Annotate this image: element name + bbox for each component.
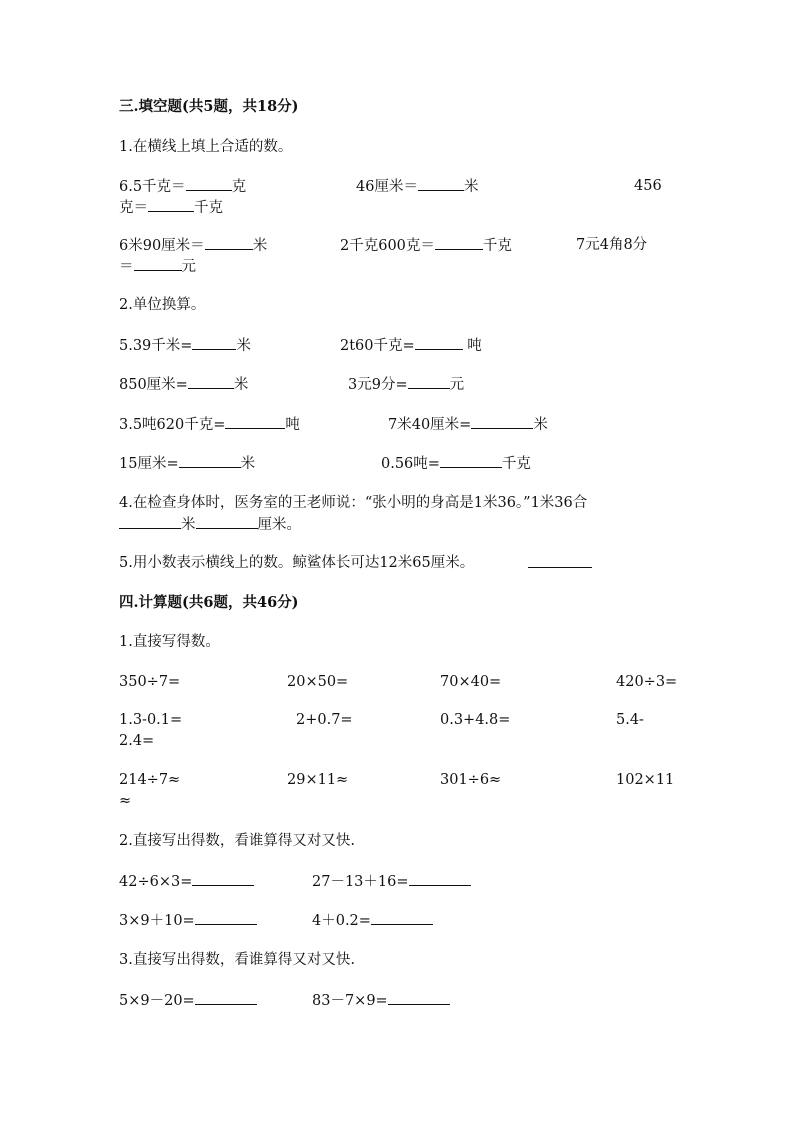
- answer-blank[interactable]: [186, 176, 232, 191]
- section-4-title: 四.计算题(共6题，共46分): [119, 594, 299, 611]
- s3-q5-text: 5.用小数表示横线上的数。鲸鲨体长可达12米65厘米。: [119, 555, 475, 571]
- calc-expression: 5×9－20=: [119, 993, 195, 1009]
- s3-q3-b: [388, 414, 548, 435]
- answer-blank[interactable]: [418, 176, 464, 191]
- calc-item: 2+0.7=: [296, 712, 353, 728]
- s3-q4-unit-m: 米: [181, 517, 196, 533]
- s3-q1-r2c: 7元4角8分: [576, 237, 648, 253]
- s4-q2-label: 2.直接写出得数，看谁算得又对又快.: [119, 833, 355, 849]
- s3-q3-b-unit: 米: [533, 417, 548, 433]
- s3-q1-r2c-unit: 元: [181, 259, 196, 275]
- calc-item: 70×40=: [440, 674, 502, 690]
- calc-item: 102×11: [616, 772, 675, 788]
- s3-q1-r2b-prefix: 2千克600克＝: [340, 238, 435, 254]
- calc-expression: 3×9＋10=: [119, 913, 195, 929]
- s3-q1-r1a: [119, 176, 246, 197]
- calc-item: 420÷3=: [616, 674, 678, 690]
- s3-q2-a-prefix: 5.39千米=: [119, 338, 193, 354]
- calc-expression: 4＋0.2=: [312, 913, 371, 929]
- calc-item: 0.3+4.8=: [440, 712, 511, 728]
- s3-q2-c: [119, 374, 248, 395]
- s3-q1-r1b-prefix: 46厘米＝: [356, 179, 418, 195]
- s3-q3-a-prefix: 3.5吨620千克=: [119, 417, 226, 433]
- s3-q4-cont: [119, 514, 301, 535]
- answer-blank[interactable]: [225, 414, 285, 429]
- s3-q3-c-unit: 米: [240, 456, 256, 472]
- s3-q2-c-prefix: 850厘米=: [119, 377, 188, 393]
- s3-q1-r1c: 456: [634, 178, 662, 194]
- s3-q1-r2c-prefix: ＝: [119, 259, 134, 275]
- s3-q3-d-unit: 千克: [501, 456, 531, 472]
- calc-expression: 27－13＋16=: [312, 874, 409, 890]
- calc-item-cont: ≈: [119, 793, 132, 809]
- calc-item: 214÷7≈: [119, 772, 181, 788]
- s4-q2-c: [119, 910, 257, 931]
- s4-q2-a: [119, 871, 254, 892]
- calc-item: 29×11≈: [287, 772, 349, 788]
- s3-q5-answer: [528, 553, 592, 574]
- s4-q3-label: 3.直接写出得数，看谁算得又对又快.: [119, 952, 355, 968]
- answer-blank[interactable]: [179, 453, 241, 468]
- s3-q2-b-unit: 吨: [462, 338, 482, 354]
- s3-q4-text: 4.在检查身体时，医务室的王老师说：“张小明的身高是1米36。”1米36合: [119, 495, 588, 511]
- answer-blank[interactable]: [408, 374, 450, 389]
- s3-q3-c-prefix: 15厘米=: [119, 456, 179, 472]
- s3-q1-r2a-prefix: 6米90厘米＝: [119, 238, 205, 254]
- answer-blank[interactable]: [119, 514, 181, 529]
- answer-blank[interactable]: [195, 910, 257, 925]
- calc-item: 350÷7=: [119, 674, 181, 690]
- s3-q1-r1a-unit: 克: [231, 179, 247, 195]
- s4-q3-b: [312, 990, 450, 1011]
- s4-q2-d: [312, 910, 433, 931]
- s3-q1-r2a: [119, 235, 267, 256]
- answer-blank[interactable]: [196, 514, 258, 529]
- answer-blank[interactable]: [409, 871, 471, 886]
- s3-q2-c-unit: 米: [233, 377, 249, 393]
- s3-q5: [119, 553, 474, 573]
- s3-q1-r2c-cont: [119, 256, 196, 277]
- answer-blank[interactable]: [192, 335, 236, 350]
- answer-blank[interactable]: [195, 990, 257, 1005]
- s3-q2-b: [340, 335, 482, 356]
- s3-q2-a-unit: 米: [236, 338, 251, 354]
- s3-q2-b-prefix: 2t60千克=: [340, 338, 415, 354]
- s3-q3-d: [381, 453, 531, 474]
- answer-blank[interactable]: [148, 197, 194, 212]
- answer-blank[interactable]: [192, 871, 254, 886]
- s3-q3-a-unit: 吨: [285, 417, 300, 433]
- calc-item: 301÷6≈: [440, 772, 502, 788]
- s3-q2-d: [348, 374, 464, 395]
- answer-blank[interactable]: [388, 990, 450, 1005]
- s3-q1-r2b: [340, 235, 512, 256]
- s3-q1-label: 1.在横线上填上合适的数。: [119, 139, 293, 155]
- answer-blank[interactable]: [188, 374, 234, 389]
- s3-q3-c: [119, 453, 255, 474]
- s3-q2-a: [119, 335, 251, 356]
- calc-expression: 42÷6×3=: [119, 874, 193, 890]
- calc-item-cont: 2.4=: [119, 733, 155, 749]
- s3-q1-r1b-unit: 米: [463, 179, 479, 195]
- s3-q1-r1b: [356, 176, 478, 197]
- s3-q2-d-unit: 元: [449, 377, 465, 393]
- answer-blank[interactable]: [205, 235, 253, 250]
- s3-q1-r2b-unit: 千克: [482, 238, 512, 254]
- s3-q4-unit-cm: 厘米。: [257, 517, 301, 533]
- s3-q1-r1c-prefix: 克＝: [119, 200, 148, 216]
- answer-blank[interactable]: [435, 235, 483, 250]
- s3-q2-label: 2.单位换算。: [119, 297, 206, 313]
- s3-q3-d-prefix: 0.56吨=: [381, 456, 440, 472]
- s3-q1-r1c-cont: [119, 197, 223, 218]
- answer-blank[interactable]: [440, 453, 502, 468]
- answer-blank[interactable]: [134, 256, 182, 271]
- s3-q1-r2a-unit: 米: [252, 238, 268, 254]
- calc-expression: 83－7×9=: [312, 993, 388, 1009]
- answer-blank[interactable]: [471, 414, 533, 429]
- calc-item: 5.4-: [616, 712, 644, 728]
- answer-blank[interactable]: [415, 335, 463, 350]
- s4-q1-label: 1.直接写得数。: [119, 634, 220, 650]
- s3-q1-r1c-unit: 千克: [194, 200, 223, 216]
- s3-q3-b-prefix: 7米40厘米=: [388, 417, 472, 433]
- s3-q1-r1a-prefix: 6.5千克＝: [119, 179, 186, 195]
- s3-q3-a: [119, 414, 300, 435]
- s4-q3-a: [119, 990, 257, 1011]
- section-3-title: 三.填空题(共5题，共18分): [119, 98, 299, 115]
- calc-item: 1.3-0.1=: [119, 712, 183, 728]
- answer-blank[interactable]: [528, 553, 592, 568]
- s4-q2-b: [312, 871, 471, 892]
- calc-item: 20×50=: [287, 674, 349, 690]
- s3-q2-d-prefix: 3元9分=: [348, 377, 408, 393]
- answer-blank[interactable]: [371, 910, 433, 925]
